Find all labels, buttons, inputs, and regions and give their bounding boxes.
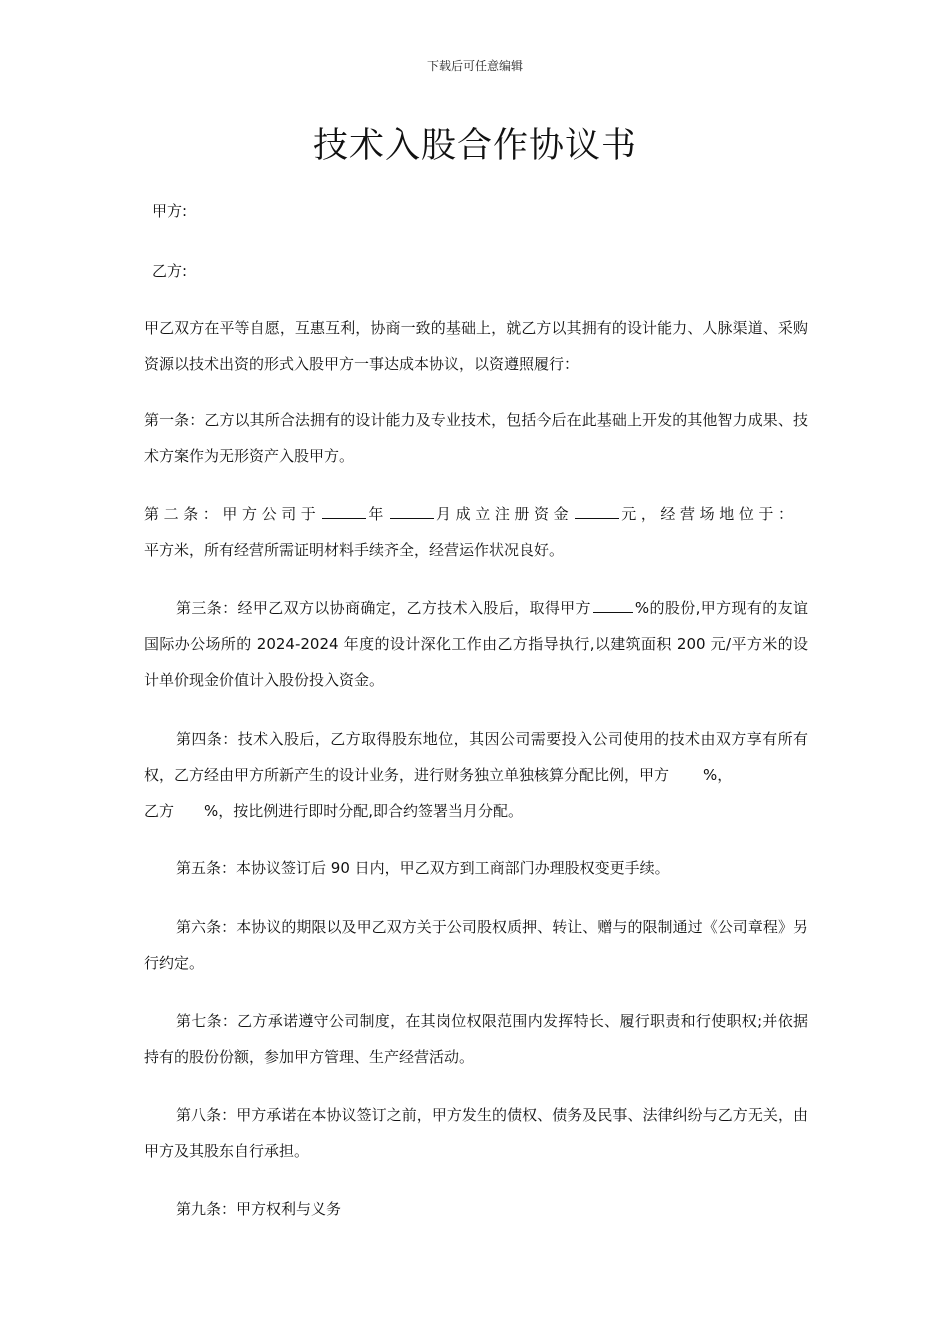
year-blank[interactable] <box>322 504 366 519</box>
header-note: 下载后可任意编辑 <box>426 59 523 73</box>
article-2-text-3: 月成立注册资金 <box>436 505 574 523</box>
article-8: 第八条：甲方承诺在本协议签订之前，甲方发生的债权、债务及民事、法律纠纷与乙方无关，由甲方及其股东自行承担。 <box>144 1106 808 1160</box>
article-4-text-1: 第四条：技术入股后，乙方取得股东地位，其因公司需要投入公司使用的技术由双方享有所有权，乙方经由甲方所新产生的设计业务，进行财务独立单独核算分配比例，甲方 <box>144 730 808 784</box>
article-4-text-2: %， <box>703 766 733 784</box>
month-blank[interactable] <box>390 504 434 519</box>
article-4-text-4: %，按比例进行即时分配,即合约签署当月分配。 <box>204 802 524 820</box>
article-7: 第七条：乙方承诺遵守公司制度，在其岗位权限范围内发挥特长、履行职责和行使职权;并依据持有的股份份额，参加甲方管理、生产经营活动。 <box>144 1012 808 1066</box>
article-1: 第一条：乙方以其所合法拥有的设计能力及专业技术，包括今后在此基础上开发的其他智力成果、技术方案作为无形资产入股甲方。 <box>144 411 808 465</box>
article-2 <box>144 496 808 568</box>
article-4 <box>144 721 808 829</box>
article-3-text-1: 第三条：经甲乙双方以协商确定，乙方技术入股后，取得甲方 <box>176 599 591 617</box>
article-5: 第五条：本协议签订后 90 日内，甲乙双方到工商部门办理股权变更手续。 <box>176 859 670 877</box>
party-b-label: 乙方: <box>152 262 188 280</box>
intro-paragraph: 甲乙双方在平等自愿，互惠互利，协商一致的基础上，就乙方以其拥有的设计能力、人脉渠道、采购资源以技术出资的形式入股甲方一事达成本协议，以资遵照履行： <box>144 319 808 373</box>
article-2-text-2: 年 <box>368 505 389 523</box>
article-2-text-5: 平方米，所有经营所需证明材料手续齐全，经营运作状况良好。 <box>144 541 565 559</box>
article-3-text-2: %的股份,甲方现有的友谊国际办公场所的 2024-2024 年度的设计深化工作由乙方指导执行,以建筑面积 200 元/平方米的设计单价现金价值计入股份投入资金。 <box>144 599 808 689</box>
article-6: 第六条：本协议的期限以及甲乙双方关于公司股权质押、转让、赠与的限制通过《公司章程》另行约定。 <box>144 918 808 972</box>
article-4-text-3: 乙方 <box>144 802 175 820</box>
party-a-label: 甲方: <box>152 202 188 220</box>
share-percent-blank[interactable] <box>593 598 633 613</box>
document-title: 技术入股合作协议书 <box>312 126 637 166</box>
article-2-text-4: 元，经营场地位于： <box>621 505 798 523</box>
article-9: 第九条：甲方权利与义务 <box>176 1200 342 1218</box>
capital-blank[interactable] <box>575 504 619 519</box>
article-3 <box>144 590 808 698</box>
article-2-text-1: 第二条：甲方公司于 <box>144 505 321 523</box>
